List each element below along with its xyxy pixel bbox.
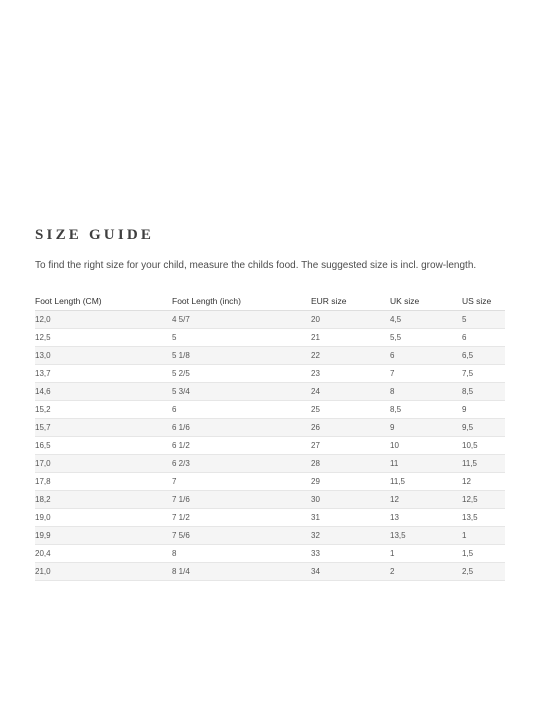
table-row: [35, 419, 505, 437]
table-row: [35, 473, 505, 491]
cell-foot-length-inch: 8: [172, 549, 177, 558]
header-foot-length-inch: Foot Length (inch): [172, 296, 241, 306]
table-row: [35, 383, 505, 401]
cell-us-size: 8,5: [462, 387, 474, 396]
cell-uk-size: 7: [390, 369, 395, 378]
cell-uk-size: 5,5: [390, 333, 402, 342]
cell-foot-length-cm: 20,4: [35, 549, 51, 558]
cell-uk-size: 11: [390, 459, 399, 468]
table-row: [35, 545, 505, 563]
cell-eur-size: 33: [311, 549, 320, 558]
cell-us-size: 9,5: [462, 423, 474, 432]
table-row: [35, 437, 505, 455]
intro-text: To find the right size for your child, measure the childs food. The suggested size is incl. grow-length.: [35, 260, 477, 271]
cell-us-size: 2,5: [462, 567, 474, 576]
cell-eur-size: 26: [311, 423, 320, 432]
cell-foot-length-cm: 15,7: [35, 423, 51, 432]
cell-uk-size: 8: [390, 387, 395, 396]
cell-uk-size: 1: [390, 549, 395, 558]
cell-foot-length-inch: 6: [172, 405, 177, 414]
cell-eur-size: 20: [311, 315, 320, 324]
table-row: [35, 563, 505, 581]
cell-foot-length-cm: 13,0: [35, 351, 51, 360]
cell-uk-size: 13: [390, 513, 399, 522]
cell-foot-length-inch: 5 3/4: [172, 387, 190, 396]
header-uk-size: UK size: [390, 296, 420, 306]
cell-foot-length-cm: 16,5: [35, 441, 51, 450]
cell-eur-size: 31: [311, 513, 320, 522]
cell-us-size: 12,5: [462, 495, 478, 504]
cell-foot-length-cm: 19,9: [35, 531, 51, 540]
cell-foot-length-cm: 19,0: [35, 513, 51, 522]
table-row: [35, 329, 505, 347]
cell-foot-length-cm: 14,6: [35, 387, 51, 396]
cell-foot-length-inch: 5 1/8: [172, 351, 190, 360]
cell-foot-length-cm: 17,8: [35, 477, 51, 486]
table-row: [35, 311, 505, 329]
cell-us-size: 10,5: [462, 441, 478, 450]
cell-uk-size: 2: [390, 567, 395, 576]
cell-us-size: 1: [462, 531, 467, 540]
cell-eur-size: 30: [311, 495, 320, 504]
cell-eur-size: 25: [311, 405, 320, 414]
size-guide: [35, 226, 505, 581]
cell-uk-size: 8,5: [390, 405, 402, 414]
cell-us-size: 13,5: [462, 513, 478, 522]
table-row: [35, 401, 505, 419]
cell-foot-length-inch: 8 1/4: [172, 567, 190, 576]
cell-foot-length-inch: 6 1/6: [172, 423, 190, 432]
cell-foot-length-cm: 15,2: [35, 405, 51, 414]
cell-foot-length-inch: 7 1/6: [172, 495, 190, 504]
cell-foot-length-inch: 7 5/6: [172, 531, 190, 540]
cell-us-size: 9: [462, 405, 467, 414]
cell-eur-size: 34: [311, 567, 320, 576]
table-row: [35, 365, 505, 383]
header-eur-size: EUR size: [311, 296, 347, 306]
cell-foot-length-inch: 5 2/5: [172, 369, 190, 378]
cell-eur-size: 32: [311, 531, 320, 540]
table-row: [35, 527, 505, 545]
cell-uk-size: 9: [390, 423, 395, 432]
cell-eur-size: 28: [311, 459, 320, 468]
cell-eur-size: 27: [311, 441, 320, 450]
cell-foot-length-inch: 6 1/2: [172, 441, 190, 450]
cell-eur-size: 23: [311, 369, 320, 378]
cell-foot-length-inch: 7 1/2: [172, 513, 190, 522]
cell-us-size: 11,5: [462, 459, 477, 468]
cell-foot-length-inch: 4 5/7: [172, 315, 190, 324]
cell-foot-length-cm: 21,0: [35, 567, 51, 576]
size-table: [35, 292, 505, 581]
cell-eur-size: 24: [311, 387, 320, 396]
cell-us-size: 6,5: [462, 351, 474, 360]
cell-foot-length-inch: 5: [172, 333, 177, 342]
cell-foot-length-cm: 12,0: [35, 315, 51, 324]
table-row: [35, 509, 505, 527]
cell-us-size: 1,5: [462, 549, 474, 558]
cell-foot-length-cm: 12,5: [35, 333, 51, 342]
cell-foot-length-inch: 6 2/3: [172, 459, 190, 468]
table-row: [35, 491, 505, 509]
cell-us-size: 7,5: [462, 369, 474, 378]
cell-uk-size: 11,5: [390, 477, 405, 486]
header-foot-length-cm: Foot Length (CM): [35, 296, 102, 306]
header-us-size: US size: [462, 296, 492, 306]
table-row: [35, 347, 505, 365]
table-row: [35, 455, 505, 473]
cell-uk-size: 12: [390, 495, 399, 504]
page-title: SIZE GUIDE: [35, 227, 155, 243]
cell-uk-size: 4,5: [390, 315, 402, 324]
cell-foot-length-inch: 7: [172, 477, 177, 486]
cell-eur-size: 22: [311, 351, 320, 360]
cell-foot-length-cm: 18,2: [35, 495, 51, 504]
cell-eur-size: 21: [311, 333, 320, 342]
cell-foot-length-cm: 17,0: [35, 459, 51, 468]
cell-uk-size: 6: [390, 351, 395, 360]
cell-eur-size: 29: [311, 477, 320, 486]
cell-us-size: 6: [462, 333, 467, 342]
table-header-row: [35, 292, 505, 311]
cell-us-size: 12: [462, 477, 471, 486]
cell-foot-length-cm: 13,7: [35, 369, 51, 378]
cell-us-size: 5: [462, 315, 467, 324]
cell-uk-size: 13,5: [390, 531, 406, 540]
cell-uk-size: 10: [390, 441, 399, 450]
